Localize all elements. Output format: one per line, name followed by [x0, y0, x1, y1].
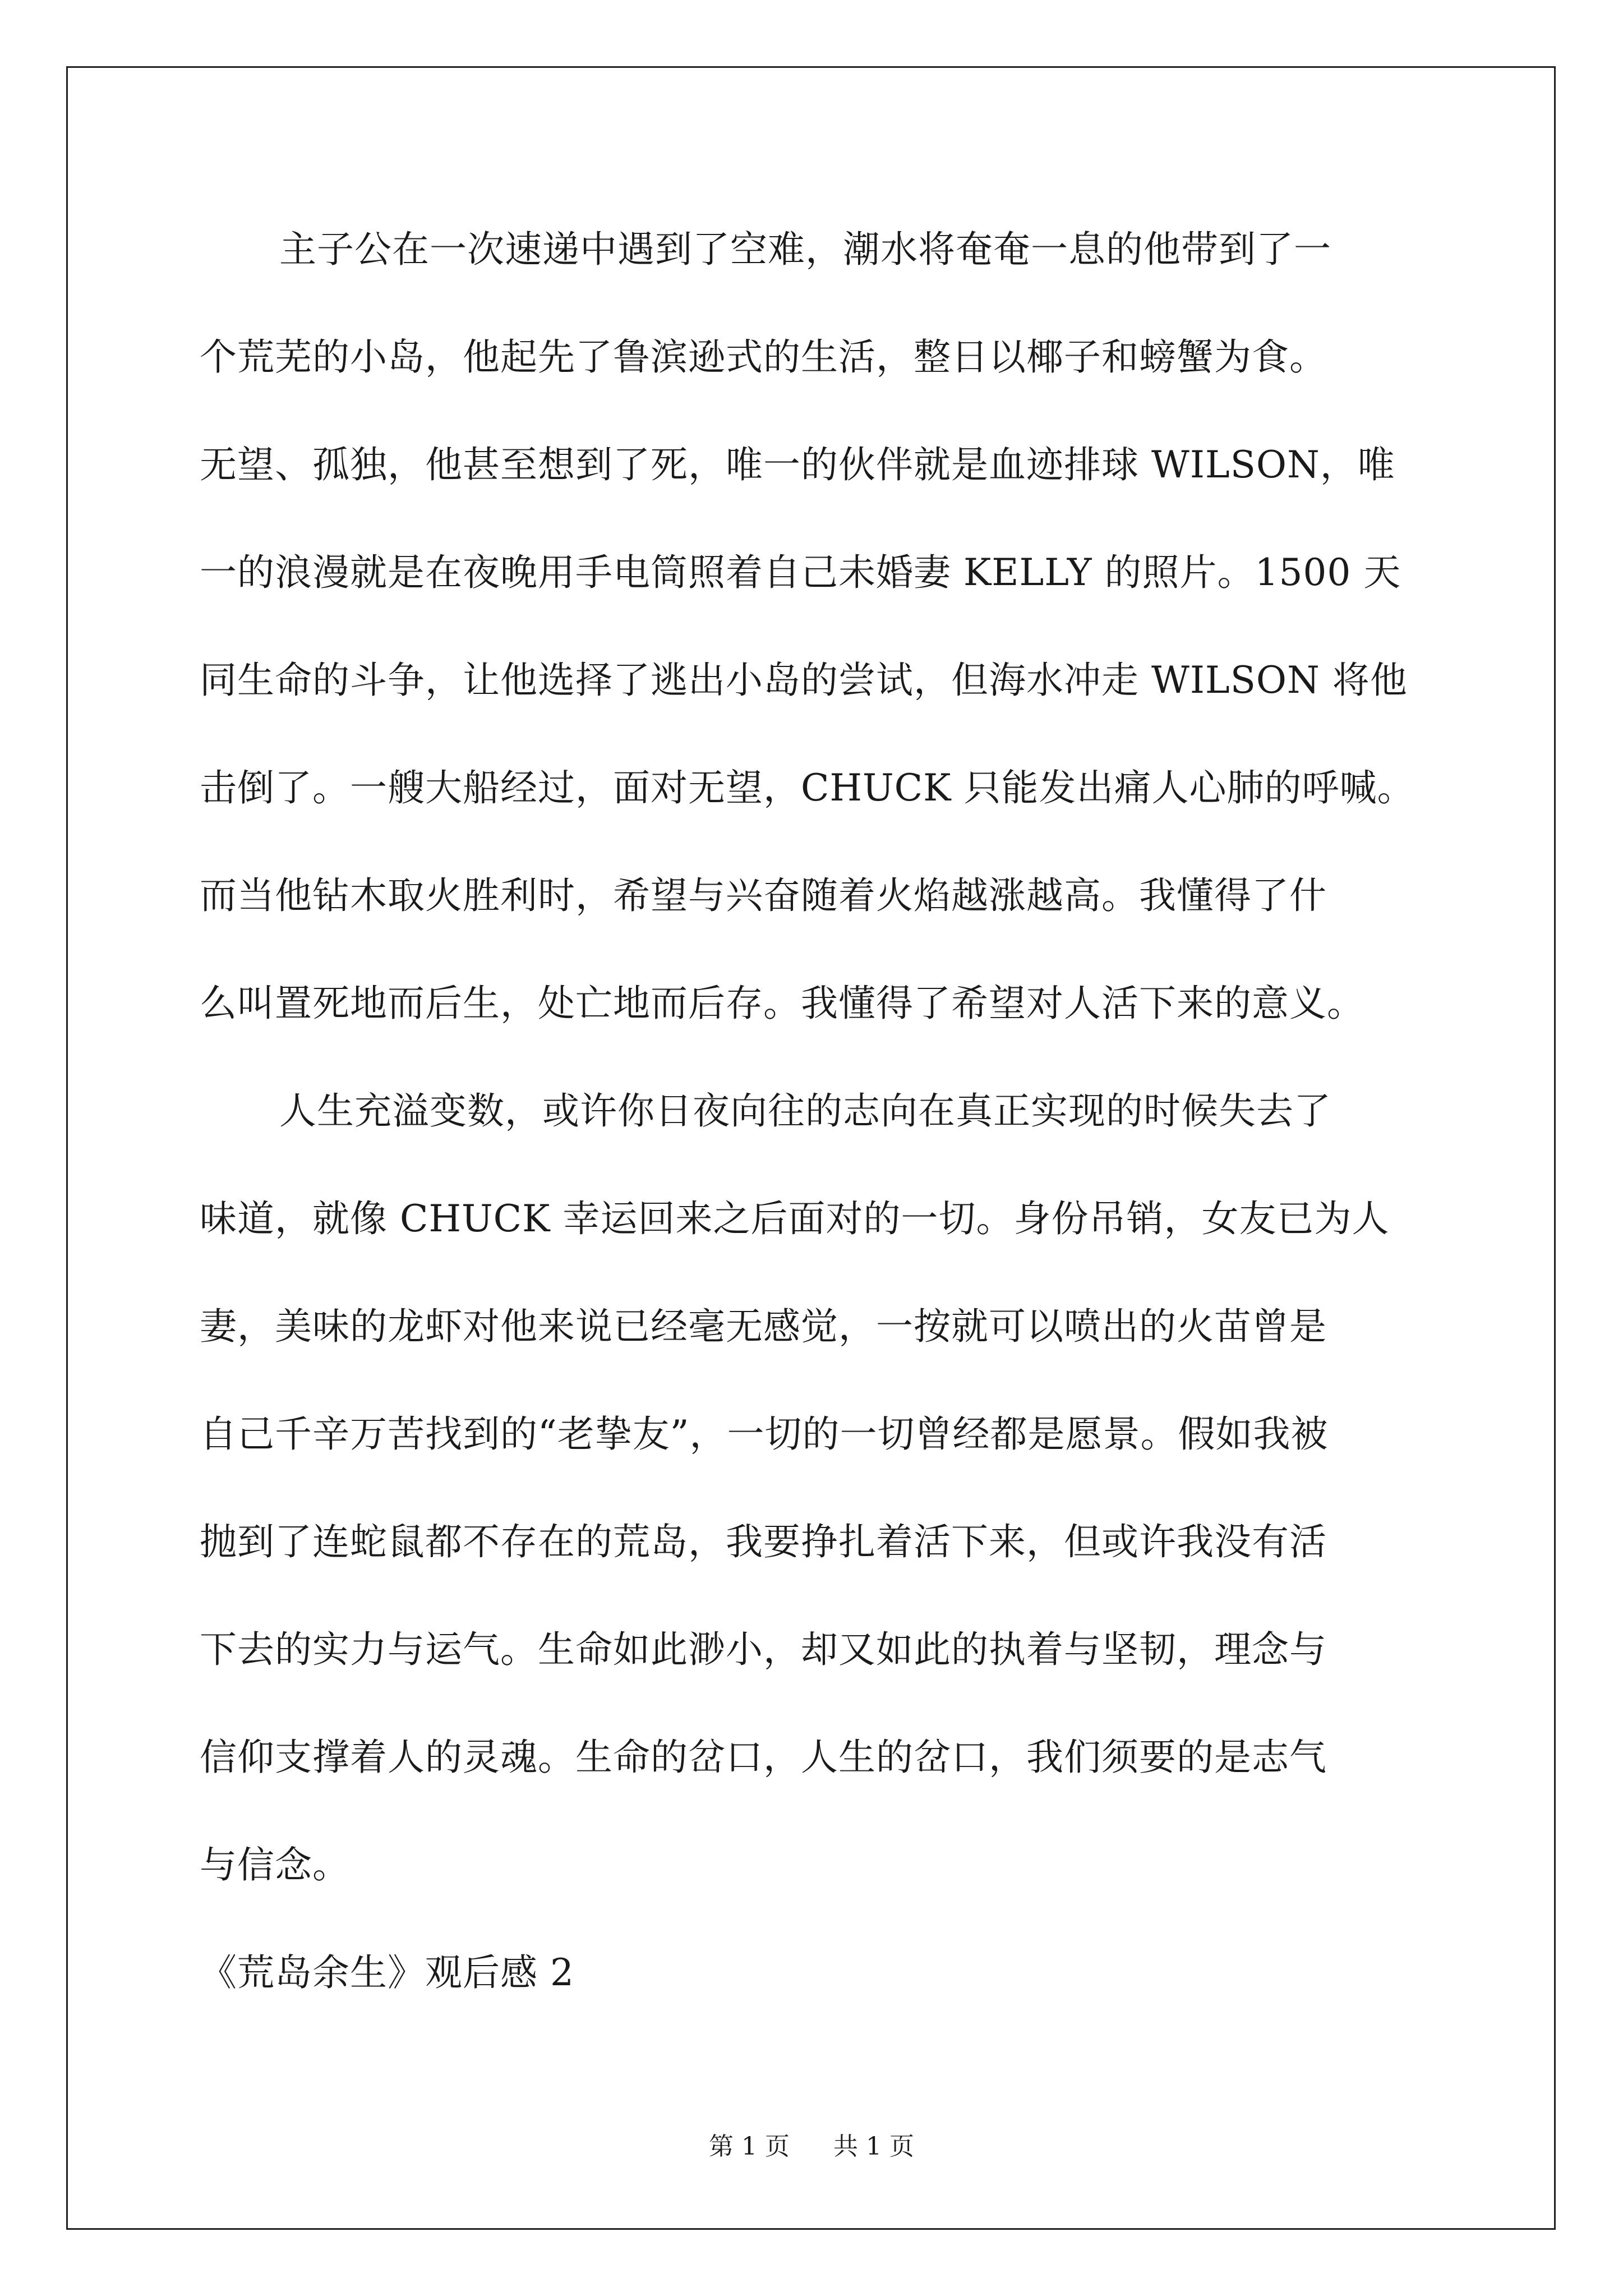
paragraph-2-line-6: 下去的实力与运气。生命如此渺小，却又如此的执着与坚韧，理念与 [200, 1628, 1327, 1671]
paragraph-1-line-2: 个荒芜的小岛，他起先了鲁滨逊式的生活，整日以椰子和螃蟹为食。 [200, 335, 1327, 379]
page-number-total: 共 1 页 [833, 2132, 914, 2161]
paragraph-2-line-2: 味道，就像 CHUCK 幸运回来之后面对的一切。身份吊销，女友已为人 [200, 1197, 1390, 1240]
paragraph-1-line-8: 么叫置死地而后生，处亡地而后存。我懂得了希望对人活下来的意义。 [200, 982, 1364, 1025]
paragraph-1-line-1: 主子公在一次速递中遇到了空难，潮水将奄奄一息的他带到了一 [279, 228, 1331, 271]
paragraph-2-line-5: 抛到了连蛇鼠都不存在的荒岛，我要挣扎着活下来，但或许我没有活 [200, 1520, 1327, 1563]
paragraph-2-line-7: 信仰支撑着人的灵魂。生命的岔口，人生的岔口，我们须要的是志气 [200, 1736, 1327, 1779]
page-footer [0, 2126, 1623, 2162]
paragraph-2-line-3: 妻，美味的龙虾对他来说已经毫无感觉，一按就可以喷出的火苗曾是 [200, 1305, 1327, 1348]
page-number-current: 第 1 页 [709, 2132, 790, 2161]
paragraph-1-line-4: 一的浪漫就是在夜晚用手电筒照着自己未婚妻 KELLY 的照片。1500 天 [200, 551, 1401, 594]
paragraph-2-line-8: 与信念。 [200, 1843, 350, 1887]
paragraph-1-line-7: 而当他钻木取火胜利时，希望与兴奋随着火焰越涨越高。我懂得了什 [200, 874, 1327, 917]
paragraph-1-line-6: 击倒了。一艘大船经过，面对无望，CHUCK 只能发出痛人心肺的呼喊。 [200, 766, 1415, 809]
paragraph-2-line-4: 自己千辛万苦找到的“老挚友”，一切的一切曾经都是愿景。假如我被 [200, 1412, 1329, 1456]
paragraph-2-line-1: 人生充溢变数，或许你日夜向往的志向在真正实现的时候失去了 [279, 1089, 1331, 1133]
paragraph-1-line-3: 无望、孤独，他甚至想到了死，唯一的伙伴就是血迹排球 WILSON，唯 [200, 443, 1395, 486]
paragraph-1-line-5: 同生命的斗争，让他选择了逃出小岛的尝试，但海水冲走 WILSON 将他 [200, 659, 1408, 702]
page-border [66, 66, 1556, 2230]
section-heading: 《荒岛余生》观后感 2 [200, 1951, 574, 1994]
